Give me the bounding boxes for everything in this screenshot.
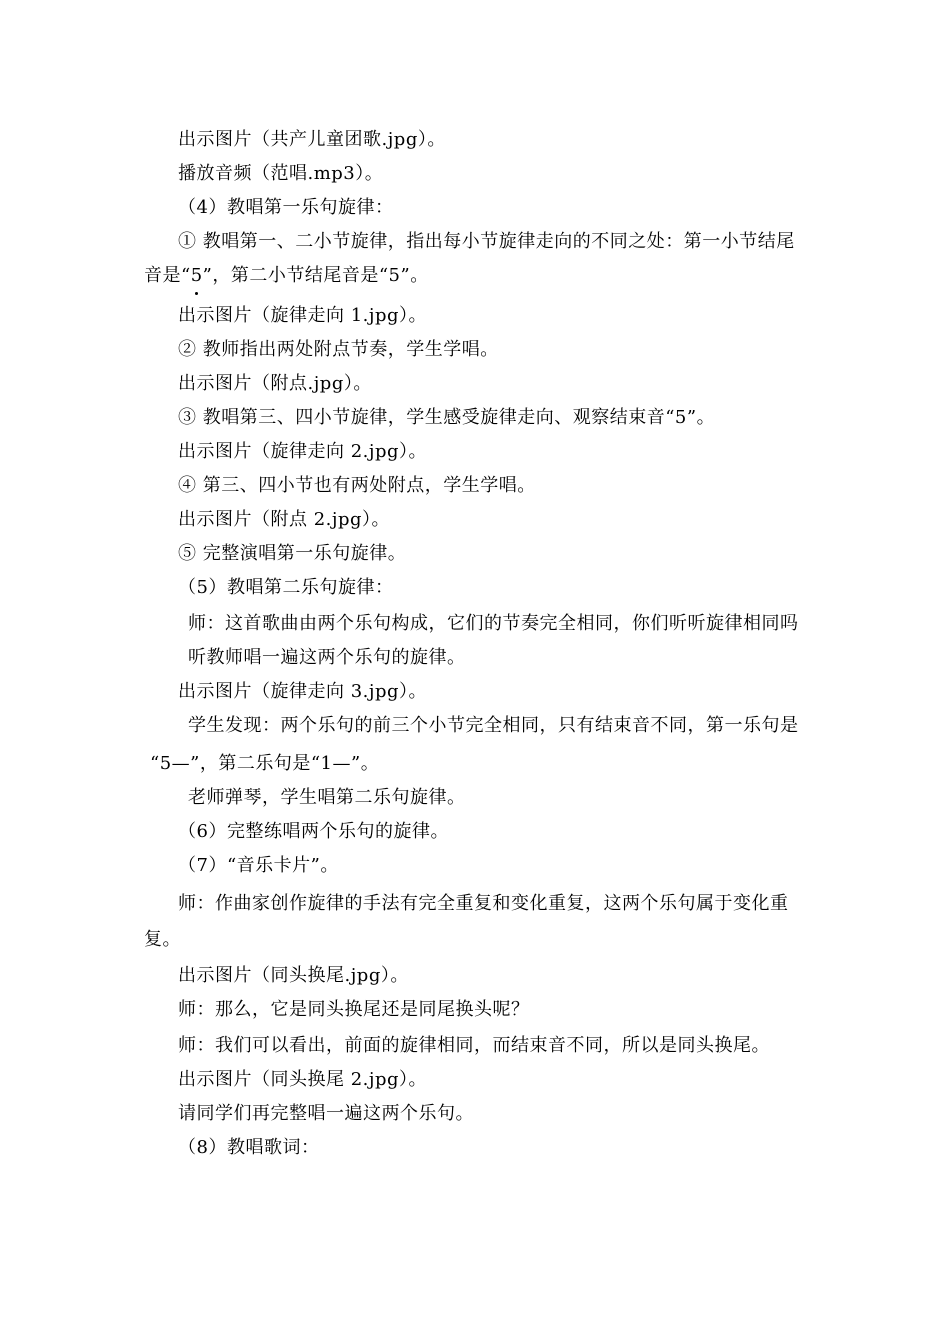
section-heading: （6）完整练唱两个乐句的旋律。: [178, 821, 449, 842]
text-line: 师：我们可以看出，前面的旋律相同，而结束音不同，所以是同头换尾。: [178, 1035, 770, 1056]
section-heading: （7）“音乐卡片”。: [178, 855, 339, 876]
text-line: 出示图片（同头换尾 2.jpg）。: [178, 1069, 428, 1090]
text-line: ④ 第三、四小节也有两处附点，学生学唱。: [178, 475, 536, 496]
text-line: 听教师唱一遍这两个乐句的旋律。: [188, 647, 466, 668]
text-line: 播放音频（范唱.mp3）。: [178, 163, 384, 184]
text-line: “5—”，第二乐句是“1—”。: [150, 753, 380, 774]
text-line: 出示图片（同头换尾.jpg）。: [178, 965, 409, 986]
text-line: 出示图片（旋律走向 1.jpg）。: [178, 305, 428, 326]
section-heading: （5）教唱第二乐句旋律：: [178, 577, 394, 598]
text-line: 出示图片（旋律走向 2.jpg）。: [178, 441, 428, 462]
text-line: 出示图片（旋律走向 3.jpg）。: [178, 681, 428, 702]
text-line: ③ 教唱第三、四小节旋律，学生感受旋律走向、观察结束音“5”。: [178, 407, 716, 428]
text-line: ② 教师指出两处附点节奏，学生学唱。: [178, 339, 499, 360]
text-line: 出示图片（附点.jpg）。: [178, 373, 372, 394]
text-line: 师：作曲家创作旋律的手法有完全重复和变化重复，这两个乐句属于变化重: [178, 893, 789, 914]
text-line: 学生发现：两个乐句的前三个小节完全相同，只有结束音不同，第一乐句是: [188, 715, 799, 736]
text-fragment: ”，第二小节结尾音是“5”。: [202, 265, 429, 286]
text-line: 出示图片（附点 2.jpg）。: [178, 509, 391, 530]
text-line: [144, 264, 429, 288]
text-line: 出示图片（共产儿童团歌.jpg）。: [178, 129, 446, 150]
text-line: 老师弹琴，学生唱第二乐句旋律。: [188, 787, 466, 808]
text-line: 复。: [144, 929, 181, 950]
text-line: ① 教唱第一、二小节旋律，指出每小节旋律走向的不同之处：第一小节结尾: [178, 231, 795, 252]
text-line: 请同学们再完整唱一遍这两个乐句。: [178, 1103, 474, 1124]
text-line: 师：这首歌曲由两个乐句构成，它们的节奏完全相同，你们听听旋律相同吗: [188, 613, 799, 634]
text-fragment: 音是“: [144, 265, 191, 286]
section-heading: （4）教唱第一乐句旋律：: [178, 197, 394, 218]
dotted-note-5: 5: [190, 265, 203, 286]
section-heading: （8）教唱歌词：: [178, 1137, 320, 1158]
text-line: 师：那么，它是同头换尾还是同尾换头呢？: [178, 999, 530, 1020]
text-line: ⑤ 完整演唱第一乐句旋律。: [178, 543, 407, 564]
